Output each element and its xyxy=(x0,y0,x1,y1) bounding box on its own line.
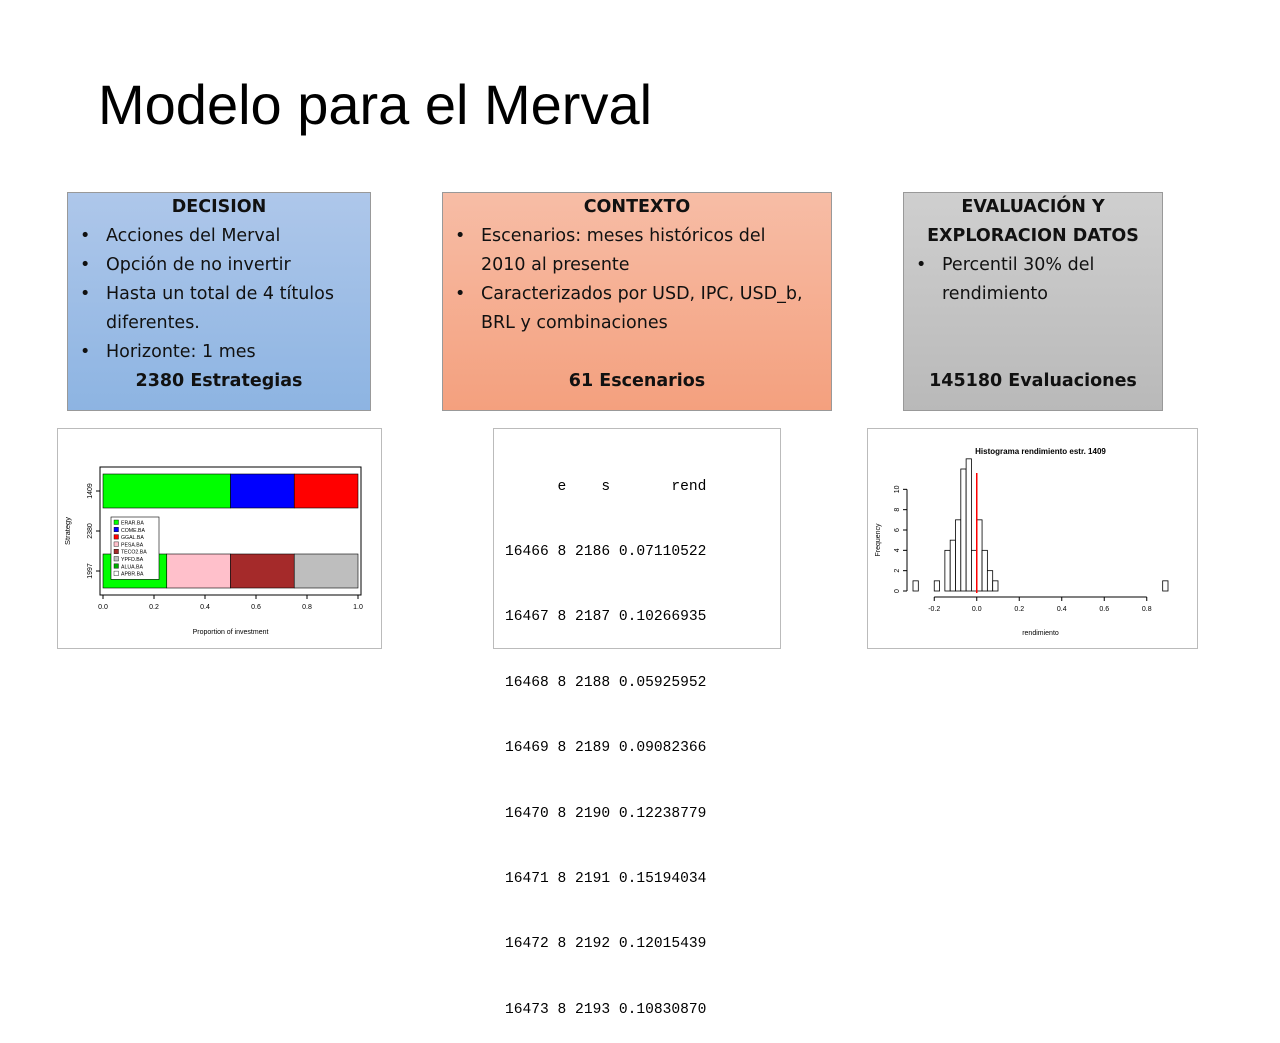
decision-footer: 2380 Estrategias xyxy=(135,371,303,391)
x-tick-label: -0.2 xyxy=(928,606,941,613)
bar-segment xyxy=(294,474,358,508)
table-row: 16473 8 2193 0.10830870 xyxy=(505,1001,707,1018)
histogram-chart xyxy=(868,429,1197,648)
legend-label: TECO2.BA xyxy=(121,549,147,556)
decision-heading: DECISION xyxy=(171,197,267,217)
y-tick-label: 2 xyxy=(894,568,901,573)
results-table-panel xyxy=(493,428,781,1018)
bar-segment xyxy=(103,474,231,508)
hist-bar xyxy=(956,520,961,591)
slide-title: Modelo para el Merval xyxy=(98,73,653,136)
y-tick-label: 1997 xyxy=(87,563,94,579)
hist-bar xyxy=(945,550,950,591)
legend-label: ERAR.BA xyxy=(121,520,144,527)
hist-bar xyxy=(913,581,918,591)
bar-segment xyxy=(294,554,358,588)
list-item: • Opción de no invertir xyxy=(106,251,370,280)
hist-bar xyxy=(934,581,939,591)
x-tick-label: 0.0 xyxy=(98,604,108,611)
table-row: 16466 8 2186 0.07110522 xyxy=(505,543,707,560)
hist-bar xyxy=(971,550,976,591)
table-header: e s rend xyxy=(505,478,707,495)
evaluacion-box xyxy=(903,192,1163,411)
y-tick-label: 6 xyxy=(894,528,901,532)
list-item: • Escenarios: meses históricos del 2010 al presente xyxy=(481,222,807,280)
legend-label: COME.BA xyxy=(121,527,145,534)
legend-swatch xyxy=(114,564,119,569)
x-tick-label: 0.0 xyxy=(971,606,982,613)
bar-segment xyxy=(231,474,295,508)
x-tick-label: 1.0 xyxy=(353,604,363,611)
y-tick-label: 0 xyxy=(894,589,901,593)
hist-bar xyxy=(977,520,982,591)
evaluacion-footer: 145180 Evaluaciones xyxy=(929,371,1137,391)
list-item: • Horizonte: 1 mes xyxy=(106,338,370,367)
x-tick-label: 0.2 xyxy=(149,604,159,611)
contexto-box xyxy=(442,192,832,411)
legend-swatch xyxy=(114,557,119,562)
legend-swatch xyxy=(114,542,119,547)
contexto-footer: 61 Escenarios xyxy=(568,371,706,391)
x-tick-label: 0.8 xyxy=(302,604,312,611)
x-tick-label: 0.4 xyxy=(200,604,210,611)
bar-segment xyxy=(167,554,231,588)
legend-swatch xyxy=(114,549,119,554)
y-tick-label: 10 xyxy=(894,485,901,494)
decision-box xyxy=(67,192,371,411)
hist-bar xyxy=(950,540,955,591)
table-row: 16468 8 2188 0.05925952 xyxy=(505,674,707,691)
list-item: • Hasta un total de 4 títulos diferentes. xyxy=(106,280,370,338)
y-tick-label: 4 xyxy=(894,548,901,553)
legend-swatch xyxy=(114,527,119,532)
hist-bar xyxy=(961,469,966,591)
histogram-panel xyxy=(867,428,1198,649)
x-tick-label: 0.6 xyxy=(251,604,261,611)
hist-bar xyxy=(993,581,998,591)
legend-label: YPFD.BA xyxy=(121,557,144,563)
y-axis-label: Strategy xyxy=(63,517,72,545)
contexto-heading: CONTEXTO xyxy=(583,197,691,217)
legend-swatch xyxy=(114,571,119,576)
legend-label: ALUA.BA xyxy=(121,564,143,571)
legend-label: GGAL.BA xyxy=(121,535,144,542)
table-row: 16472 8 2192 0.12015439 xyxy=(505,936,707,953)
bar-segment xyxy=(231,554,295,588)
x-tick-label: 0.2 xyxy=(1014,606,1025,613)
hist-bar xyxy=(982,550,987,591)
list-item: • Caracterizados por USD, IPC, USD_b, BRL y combinaciones xyxy=(481,280,807,338)
table-row: 16471 8 2191 0.15194034 xyxy=(505,870,707,887)
evaluacion-heading-line2: EXPLORACION DATOS xyxy=(927,226,1139,246)
y-tick-label: 8 xyxy=(894,507,901,512)
y-tick-label: 2380 xyxy=(87,523,94,539)
table-row: 16470 8 2190 0.12238779 xyxy=(505,805,707,822)
legend-label: APBR.BA xyxy=(121,571,144,578)
chart-title: Histograma rendimiento estr. 1409 xyxy=(975,447,1106,456)
x-tick-label: 0.6 xyxy=(1099,606,1110,613)
strategy-bar-chart-panel xyxy=(57,428,382,649)
table-row: 16467 8 2187 0.10266935 xyxy=(505,609,707,626)
evaluacion-list xyxy=(904,251,1162,309)
legend-swatch xyxy=(114,535,119,540)
hist-bar xyxy=(987,571,992,591)
evaluacion-heading-line1: EVALUACIÓN Y xyxy=(961,197,1105,217)
x-tick-label: 0.4 xyxy=(1056,606,1067,613)
table-row: 16469 8 2189 0.09082366 xyxy=(505,740,707,757)
y-tick-label: 1409 xyxy=(87,483,94,499)
hist-bar xyxy=(1163,581,1168,591)
y-axis-label: Frequency xyxy=(875,523,882,557)
hist-bar xyxy=(966,459,971,591)
x-axis-label: rendimiento xyxy=(1022,630,1059,637)
list-item: • Acciones del Merval xyxy=(106,222,370,251)
legend-label: PESA.BA xyxy=(121,542,144,549)
decision-list xyxy=(68,222,370,367)
x-tick-label: 0.8 xyxy=(1141,606,1152,613)
contexto-list xyxy=(443,222,831,338)
x-axis-label: Proportion of investment xyxy=(192,629,269,636)
legend-swatch xyxy=(114,520,119,525)
strategy-bar-chart xyxy=(58,429,381,648)
list-item: • Percentil 30% del rendimiento xyxy=(942,251,1142,309)
